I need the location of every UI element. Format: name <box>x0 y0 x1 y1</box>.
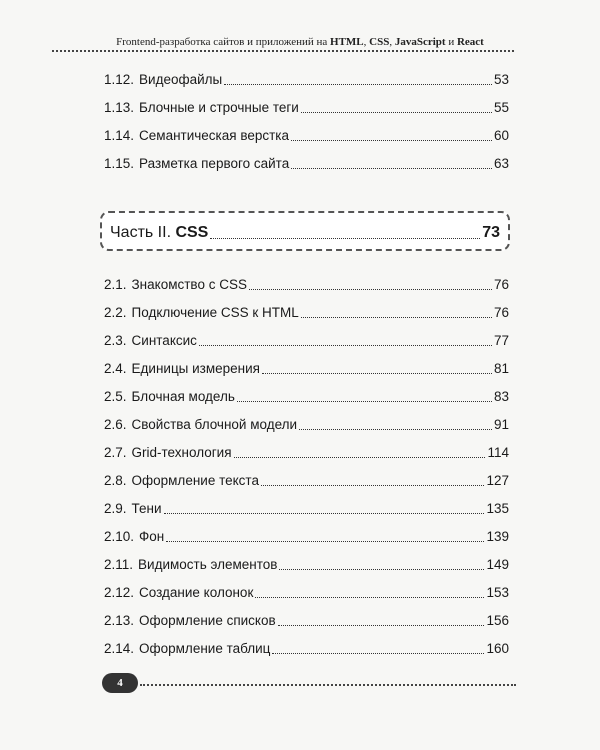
toc-entry-title: Семантическая верстка <box>139 128 290 143</box>
toc-entry-number: 2.2. <box>104 305 127 320</box>
toc-entry[interactable] <box>104 124 509 144</box>
toc-entry[interactable] <box>104 301 509 321</box>
toc-entry-number: 1.12. <box>104 72 135 87</box>
toc-entry-title: Блочные и строчные теги <box>139 100 299 115</box>
toc-entry-number: 2.1. <box>104 277 127 292</box>
toc-entry-title: Создание колонок <box>139 585 254 600</box>
dot-leader <box>224 84 492 85</box>
toc-entry-page: 83 <box>493 389 509 404</box>
header-js: JavaScript <box>394 36 446 48</box>
header-html: HTML <box>330 36 364 48</box>
dot-leader <box>166 541 484 542</box>
toc-entry-number: 2.3. <box>104 333 127 348</box>
toc-entry[interactable] <box>104 273 509 293</box>
toc-entry[interactable] <box>104 553 509 573</box>
toc-entry[interactable] <box>104 497 509 517</box>
toc-entry-number: 2.9. <box>104 501 127 516</box>
dot-leader <box>234 457 486 458</box>
header-sep2: , <box>389 36 395 48</box>
toc-entry-title: Блочная модель <box>131 389 235 404</box>
dot-leader <box>261 485 485 486</box>
running-header <box>0 36 600 48</box>
toc-entry-title: Фон <box>139 529 165 544</box>
toc-entry-page: 76 <box>493 305 509 320</box>
toc-entry-page: 60 <box>493 128 509 143</box>
toc-entry[interactable] <box>104 152 509 172</box>
header-divider <box>52 50 514 52</box>
header-react: React <box>456 36 484 48</box>
toc-entry-page: 81 <box>493 361 509 376</box>
dot-leader <box>279 569 484 570</box>
toc-entry-page: 114 <box>487 445 509 460</box>
toc-entry-page: 53 <box>493 72 509 87</box>
toc-entry-title: Знакомство с CSS <box>131 277 247 292</box>
dot-leader <box>278 625 485 626</box>
toc-entry-page: 139 <box>486 529 509 544</box>
toc-entry-number: 2.6. <box>104 417 127 432</box>
part-page: 73 <box>482 224 500 241</box>
dot-leader <box>199 345 492 346</box>
toc-entry-title: Видеофайлы <box>139 72 223 87</box>
header-sep1: , <box>363 36 370 48</box>
header-and: и <box>445 36 457 48</box>
toc-entry[interactable] <box>104 609 509 629</box>
toc-entry-title: Оформление текста <box>131 473 259 488</box>
toc-entry-page: 149 <box>486 557 509 572</box>
toc-entry[interactable] <box>104 413 509 433</box>
toc-entry[interactable] <box>104 96 509 116</box>
toc-entry-number: 1.14. <box>104 128 135 143</box>
toc-entry-number: 2.4. <box>104 361 127 376</box>
toc-entry-number: 2.13. <box>104 613 135 628</box>
dot-leader <box>255 597 484 598</box>
dot-leader <box>164 513 485 514</box>
dot-leader <box>291 168 492 169</box>
dot-leader <box>299 429 492 430</box>
toc-entry-number: 2.8. <box>104 473 127 488</box>
dot-leader <box>262 373 492 374</box>
toc-entry-title: Свойства блочной модели <box>131 417 298 432</box>
toc-entry-page: 153 <box>486 585 509 600</box>
toc-entry-number: 2.7. <box>104 445 127 460</box>
toc-entry-page: 91 <box>493 417 509 432</box>
part-label: Часть II. <box>110 224 176 241</box>
part-heading-box[interactable] <box>100 211 510 251</box>
toc-entry-page: 135 <box>486 501 509 516</box>
toc-entry-number: 1.13. <box>104 100 135 115</box>
toc-entry-title: Оформление списков <box>139 613 276 628</box>
toc-entry-page: 160 <box>486 641 509 656</box>
toc-entry[interactable] <box>104 525 509 545</box>
part-name: CSS <box>175 224 209 241</box>
toc-entry-page: 63 <box>493 156 509 171</box>
toc-entry-title: Синтаксис <box>131 333 197 348</box>
toc-entry-number: 2.11. <box>104 557 134 572</box>
toc-entry-number: 2.10. <box>104 529 135 544</box>
toc-entry[interactable] <box>104 329 509 349</box>
toc-entry-page: 156 <box>486 613 509 628</box>
part-title <box>110 224 208 242</box>
toc-entry[interactable] <box>104 469 509 489</box>
toc-entry-page: 76 <box>493 277 509 292</box>
toc-entry-title: Разметка первого сайта <box>139 156 290 171</box>
dot-leader <box>301 317 492 318</box>
dot-leader <box>291 140 492 141</box>
toc-entry-page: 55 <box>493 100 509 115</box>
toc-entry-page: 127 <box>486 473 509 488</box>
toc-entry-title: Grid-технология <box>131 445 232 460</box>
dot-leader <box>272 653 484 654</box>
toc-entry[interactable] <box>104 357 509 377</box>
toc-entry-title: Единицы измерения <box>131 361 260 376</box>
dot-leader <box>301 112 492 113</box>
toc-entry[interactable] <box>104 385 509 405</box>
toc-entry-number: 2.5. <box>104 389 127 404</box>
toc-entry[interactable] <box>104 68 509 88</box>
dot-leader <box>210 238 480 239</box>
toc-entry-number: 2.12. <box>104 585 135 600</box>
toc-entry-title: Тени <box>131 501 162 516</box>
toc-entry-title: Оформление таблиц <box>139 641 271 656</box>
toc-entry[interactable] <box>104 441 509 461</box>
part-heading <box>110 222 500 242</box>
footer-divider <box>140 684 516 686</box>
header-css: CSS <box>369 36 390 48</box>
toc-entry-page: 77 <box>493 333 509 348</box>
toc-entry-number: 2.14. <box>104 641 135 656</box>
toc-entry[interactable] <box>104 637 509 657</box>
page-number-badge: 4 <box>102 673 138 693</box>
toc-entry-title: Подключение CSS к HTML <box>131 305 299 320</box>
dot-leader <box>237 401 492 402</box>
toc-entry-title: Видимость элементов <box>138 557 278 572</box>
toc-entry[interactable] <box>104 581 509 601</box>
header-prefix: Frontend-разработка сайтов и приложений на <box>116 36 331 48</box>
toc-entry-number: 1.15. <box>104 156 135 171</box>
dot-leader <box>249 289 492 290</box>
